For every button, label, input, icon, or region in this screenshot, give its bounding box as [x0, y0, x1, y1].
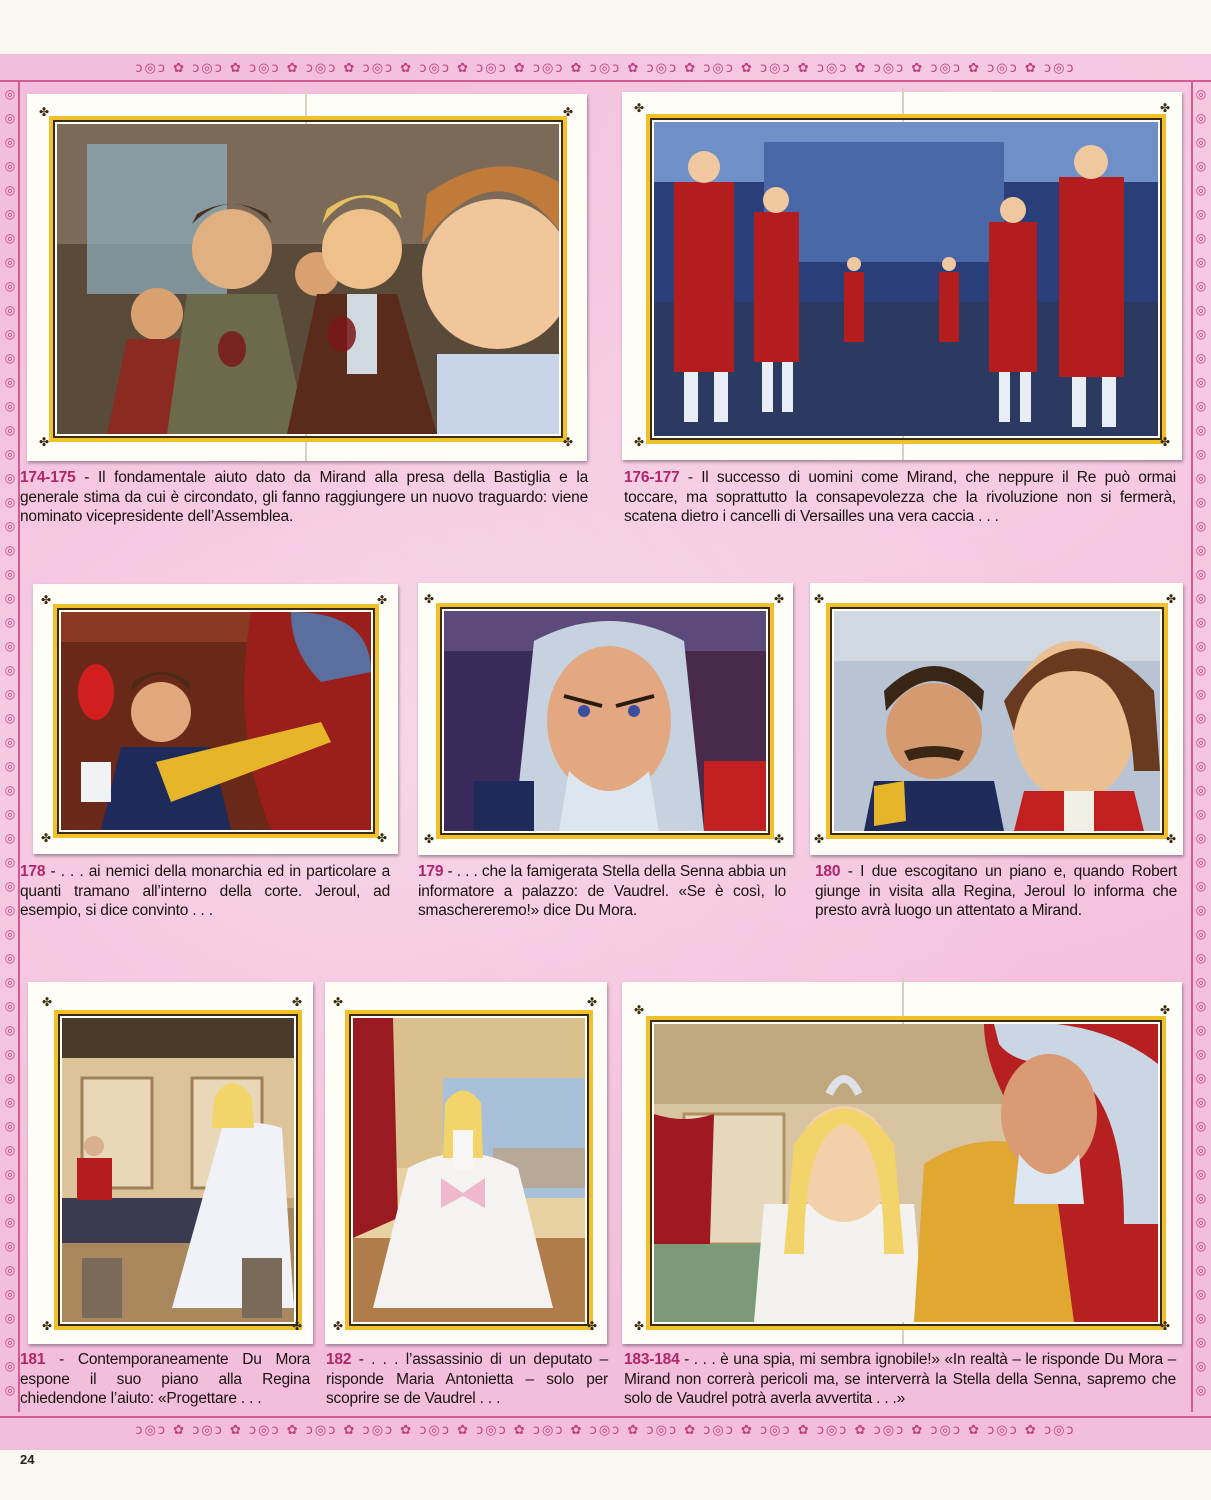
right-ornamental-border: ◎ ◎ ◎ ◎ ◎ ◎ ◎ ◎ ◎ ◎ ◎ ◎ ◎ ◎ ◎ ◎ ◎ ◎ ◎ ◎ ◎ ◎ ◎ ◎ ◎ ◎ ◎ ◎ ◎ ◎ ◎ ◎ ◎ ◎ ◎ ◎ ◎ ◎ ◎ ◎ ◎ ◎ ◎ ◎ ◎ ◎ ◎ ◎ ◎ ◎ ◎ ◎ ◎ ◎ ◎: [1191, 82, 1209, 1412]
caption-182: 182 - . . . l’assassinio di un deputato – risponde Maria Antonietta – solo per scoprire se de Vaudrel . . .: [326, 1351, 608, 1407]
sticker-183-184: [622, 982, 1182, 1344]
frame-corner-ornament: ✤: [587, 1319, 598, 1333]
frame-corner-ornament: ✤: [39, 105, 50, 119]
queen-and-du-mora-closeup-illustration: [654, 1024, 1158, 1322]
frame-corner-ornament: ✤: [814, 592, 825, 606]
page-number: 24: [20, 1452, 35, 1467]
frame-corner-ornament: ✤: [41, 593, 52, 607]
frame-corner-ornament: ✤: [774, 832, 785, 846]
frame-corner-ornament: ✤: [39, 435, 50, 449]
sticker-176-177: [622, 92, 1182, 460]
bottom-ornamental-border: ↄ◎ↄ ✿ ↄ◎ↄ ✿ ↄ◎ↄ ✿ ↄ◎ↄ ✿ ↄ◎ↄ ✿ ↄ◎ↄ ✿ ↄ◎ↄ ✿ ↄ◎ↄ ✿ ↄ◎ↄ ✿ ↄ◎ↄ ✿ ↄ◎ↄ ✿ ↄ◎ↄ ✿ ↄ◎ↄ ✿ ↄ◎ↄ ✿ ↄ◎ↄ ✿ ↄ◎ↄ ✿ ↄ◎ↄ: [0, 1416, 1211, 1442]
frame-corner-ornament: ✤: [587, 995, 598, 1009]
caption-176-177: 176-177 - Il successo di uomini come Mirand, che neppure il Re può ormai toccare, ma soprattutto la consapevolezza che la rivoluzione non si fermerà, scatena dietro i cancelli di Versailles una vera caccia . . .: [624, 469, 1176, 525]
versailles-guards-illustration: [654, 122, 1158, 436]
jeroul-robert-illustration: [834, 611, 1160, 831]
caption-174-175: 174-175 - Il fondamentale aiuto dato da Mirand alla presa della Bastiglia e la generale stima da cui è circondato, gli fanno raggiungere un nuovo traguardo: viene nominato vicepresidente dell’Assemblea.: [20, 469, 588, 525]
frame-corner-ornament: ✤: [333, 995, 344, 1009]
marie-antoinette-gown-illustration: [353, 1018, 585, 1322]
frame-corner-ornament: ✤: [333, 1319, 344, 1333]
sticker-frame: [49, 116, 567, 442]
frame-corner-ornament: ✤: [1160, 435, 1171, 449]
frame-corner-ornament: ✤: [292, 995, 303, 1009]
sticker-181: [28, 982, 313, 1344]
left-ornamental-border: ◎ ◎ ◎ ◎ ◎ ◎ ◎ ◎ ◎ ◎ ◎ ◎ ◎ ◎ ◎ ◎ ◎ ◎ ◎ ◎ ◎ ◎ ◎ ◎ ◎ ◎ ◎ ◎ ◎ ◎ ◎ ◎ ◎ ◎ ◎ ◎ ◎ ◎ ◎ ◎ ◎ ◎ ◎ ◎ ◎ ◎ ◎ ◎ ◎ ◎ ◎ ◎ ◎ ◎ ◎: [2, 82, 20, 1412]
caption-181: 181 - Contemporaneamente Du Mora espone il suo piano alla Regina chiedendone l’aiuto: «Progettare . . .: [20, 1351, 310, 1407]
frame-corner-ornament: ✤: [1166, 592, 1177, 606]
frame-corner-ornament: ✤: [42, 1319, 53, 1333]
sticker-180: [810, 583, 1183, 855]
sticker-frame: [54, 1010, 303, 1333]
frame-corner-ornament: ✤: [1160, 101, 1171, 115]
frame-corner-ornament: ✤: [634, 101, 645, 115]
frame-corner-ornament: ✤: [634, 1319, 645, 1333]
frame-corner-ornament: ✤: [1166, 832, 1177, 846]
sticker-frame: [826, 603, 1168, 839]
frame-corner-ornament: ✤: [41, 831, 52, 845]
caption-180: 180 - I due escogitano un piano e, quando Robert giunge in visita alla Regina, Jeroul lo informa che presto avrà luogo un attentato a Mirand.: [815, 863, 1177, 919]
caption-183-184: 183-184 - . . . è una spia, mi sembra ignobile!» «In realtà – le risponde Du Mora – Mirand non correrà pericoli ma, se interverrà la Stella della Senna, sapremo che solo de Vaudrel potrà averla avvertita . . .»: [624, 1351, 1176, 1407]
sticker-179: [418, 583, 793, 855]
tavern-toast-illustration: [57, 124, 559, 434]
sticker-frame: [646, 1016, 1166, 1330]
frame-corner-ornament: ✤: [634, 435, 645, 449]
frame-corner-ornament: ✤: [634, 1003, 645, 1017]
frame-corner-ornament: ✤: [377, 593, 388, 607]
frame-corner-ornament: ✤: [774, 592, 785, 606]
frame-corner-ornament: ✤: [1160, 1003, 1171, 1017]
frame-corner-ornament: ✤: [42, 995, 53, 1009]
sticker-frame: [646, 114, 1166, 444]
frame-corner-ornament: ✤: [424, 832, 435, 846]
caption-179: 179 - . . . che la famigerata Stella della Senna abbia un informatore a palazzo: de Vaudrel. «Se è così, lo smaschereremo!» dice Du Mora.: [418, 863, 786, 919]
sticker-182: [325, 982, 607, 1344]
sticker-178: [33, 584, 398, 854]
frame-corner-ornament: ✤: [563, 105, 574, 119]
frame-corner-ornament: ✤: [424, 592, 435, 606]
top-ornamental-border: ↄ◎ↄ ✿ ↄ◎ↄ ✿ ↄ◎ↄ ✿ ↄ◎ↄ ✿ ↄ◎ↄ ✿ ↄ◎ↄ ✿ ↄ◎ↄ ✿ ↄ◎ↄ ✿ ↄ◎ↄ ✿ ↄ◎ↄ ✿ ↄ◎ↄ ✿ ↄ◎ↄ ✿ ↄ◎ↄ ✿ ↄ◎ↄ ✿ ↄ◎ↄ ✿ ↄ◎ↄ ✿ ↄ◎ↄ: [0, 56, 1211, 82]
caption-178: 178 - . . . ai nemici della monarchia ed in particolare a quanti tramano all’interno della corte. Jeroul, ad esempio, si dice convinto . . .: [20, 863, 390, 919]
sticker-frame: [345, 1010, 593, 1330]
du-mora-portrait-illustration: [444, 611, 766, 831]
frame-corner-ornament: ✤: [377, 831, 388, 845]
sticker-frame: [436, 603, 774, 839]
jeroul-waving-illustration: [61, 612, 371, 830]
frame-corner-ornament: ✤: [563, 435, 574, 449]
frame-corner-ornament: ✤: [1160, 1319, 1171, 1333]
sticker-174-175: [27, 94, 587, 461]
queen-and-du-mora-illustration: [62, 1018, 294, 1322]
sticker-frame: [53, 604, 379, 838]
frame-corner-ornament: ✤: [814, 832, 825, 846]
frame-corner-ornament: ✤: [292, 1319, 303, 1333]
